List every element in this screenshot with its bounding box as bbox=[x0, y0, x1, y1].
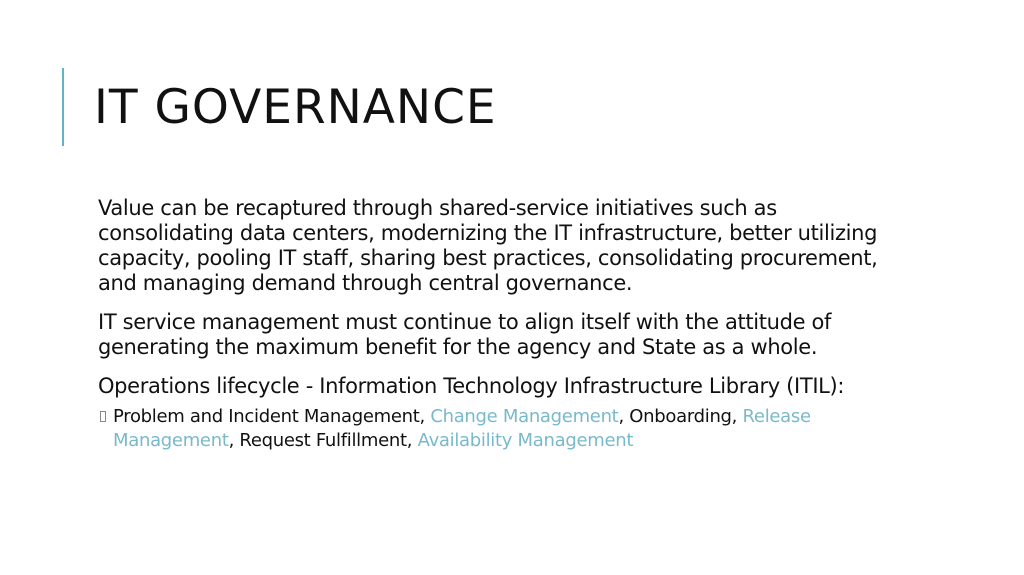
paragraph-shared-services: Value can be recaptured through shared-service initiatives such as consolidating data centers, modernizing the IT infrastructure, better utilizing capacity, pooling IT staff, sharing best practices, consolidating procurement, and managing demand through central governance. bbox=[98, 196, 878, 295]
bullet-text-onboarding: , Onboarding, bbox=[618, 406, 743, 427]
itil-bullet-item bbox=[98, 405, 898, 453]
link-change-management[interactable]: Change Management bbox=[430, 406, 619, 427]
bullet-text-request-fulfillment: , Request Fulfillment, bbox=[228, 430, 418, 451]
link-release-management[interactable]: Release Management bbox=[113, 406, 811, 451]
slide-title: IT GOVERNANCE bbox=[94, 80, 497, 135]
title-accent-bar bbox=[62, 68, 64, 146]
bullet-text-problem-incident: Problem and Incident Management, bbox=[113, 406, 431, 427]
bullet-box-icon bbox=[100, 411, 106, 422]
paragraph-itil: Operations lifecycle - Information Technology Infrastructure Library (ITIL): bbox=[98, 374, 845, 398]
paragraph-it-service-management: IT service management must continue to align itself with the attitude of generating the maximum benefit for the agency and State as a whole. bbox=[98, 310, 832, 359]
slide-body bbox=[98, 196, 898, 453]
link-availability-management[interactable]: Availability Management bbox=[417, 430, 634, 451]
